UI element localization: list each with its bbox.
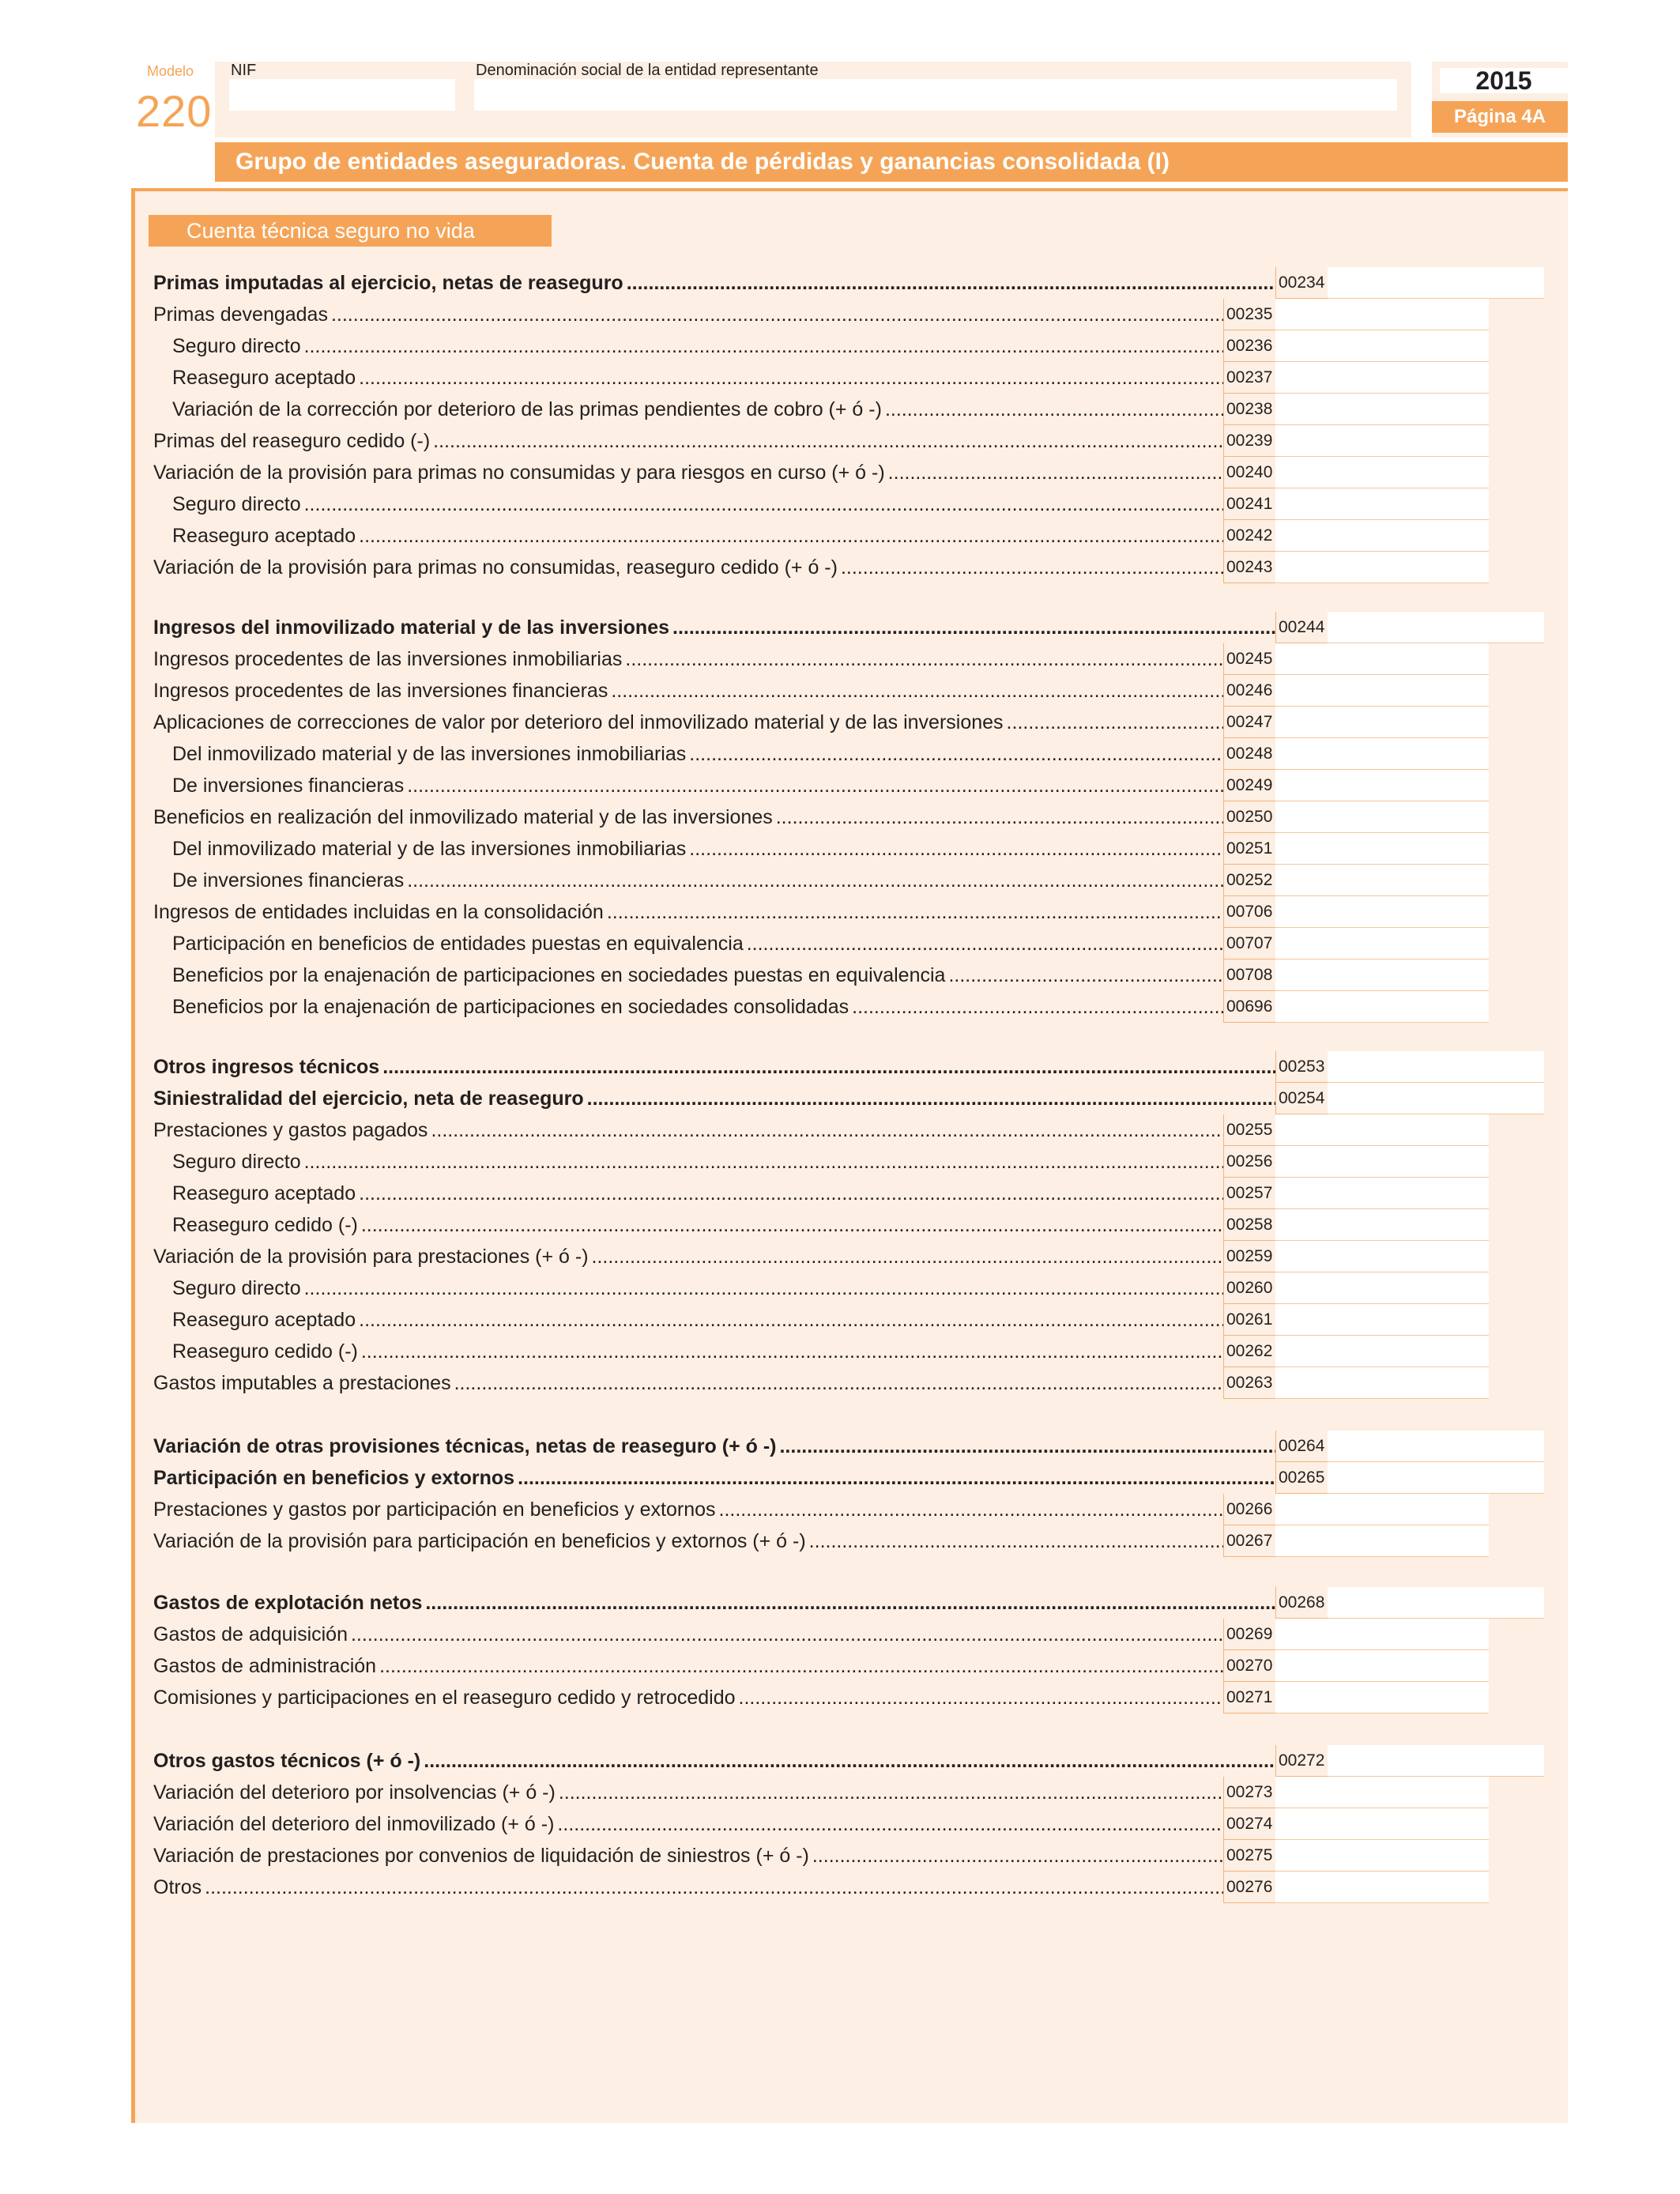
row-code: 00250 — [1223, 801, 1275, 833]
form-row — [153, 457, 1549, 488]
amount-field[interactable] — [1275, 1494, 1489, 1525]
modelo-label: Modelo — [147, 63, 194, 79]
amount-field[interactable] — [1328, 1431, 1544, 1462]
row-code: 00264 — [1275, 1431, 1328, 1462]
form-row — [153, 1682, 1549, 1713]
row-label: Beneficios por la enajenación de participaciones en sociedades consolidadas — [172, 996, 849, 1018]
row-code: 00266 — [1223, 1494, 1275, 1525]
form-row — [153, 330, 1549, 362]
row-code: 00267 — [1223, 1525, 1275, 1557]
amount-field[interactable] — [1275, 1336, 1489, 1367]
row-label: Reaseguro aceptado — [172, 1309, 356, 1331]
row-code: 00254 — [1275, 1083, 1328, 1114]
form-row — [153, 801, 1549, 833]
amount-field[interactable] — [1275, 1525, 1489, 1557]
amount-field[interactable] — [1275, 833, 1489, 865]
amount-field[interactable] — [1275, 299, 1489, 330]
row-code: 00241 — [1223, 488, 1275, 520]
row-label: Del inmovilizado material y de las inversiones inmobiliarias — [172, 838, 687, 860]
row-label: Participación en beneficios y extornos — [153, 1467, 515, 1489]
row-code: 00265 — [1275, 1462, 1328, 1494]
row-label: Variación del deterioro del inmovilizado (+ ó -) — [153, 1813, 555, 1835]
section-tab: Cuenta técnica seguro no vida — [149, 215, 552, 247]
amount-field[interactable] — [1275, 643, 1489, 675]
amount-field[interactable] — [1275, 896, 1489, 928]
row-code: 00696 — [1223, 991, 1275, 1023]
form-row — [153, 520, 1549, 552]
form-row — [153, 1777, 1549, 1808]
amount-field[interactable] — [1275, 1682, 1489, 1713]
page-title: Grupo de entidades aseguradoras. Cuenta de pérdidas y ganancias consolidada (I) — [215, 142, 1568, 182]
row-label: Otros ingresos técnicos — [153, 1056, 380, 1078]
row-label: Primas devengadas — [153, 303, 328, 326]
row-label: Seguro directo — [172, 1277, 301, 1299]
row-code: 00248 — [1223, 738, 1275, 770]
row-label: Aplicaciones de correcciones de valor por deterioro del inmovilizado material y de las inversiones — [153, 711, 1004, 733]
form-row — [153, 833, 1549, 865]
row-code: 00275 — [1223, 1840, 1275, 1872]
form-row — [153, 1367, 1549, 1399]
page-badge: Página 4A — [1432, 101, 1568, 133]
row-code: 00237 — [1223, 362, 1275, 394]
row-code: 00257 — [1223, 1178, 1275, 1209]
row-code: 00255 — [1223, 1114, 1275, 1146]
amount-field[interactable] — [1328, 1051, 1544, 1083]
form-row — [153, 1051, 1549, 1083]
row-label: Variación del deterioro por insolvencias (+ ó -) — [153, 1781, 556, 1804]
amount-field[interactable] — [1275, 425, 1489, 457]
row-code: 00263 — [1223, 1367, 1275, 1399]
form-row — [153, 552, 1549, 583]
row-code: 00234 — [1275, 267, 1328, 299]
row-label: Variación de otras provisiones técnicas, netas de reaseguro (+ ó -) — [153, 1435, 777, 1457]
amount-field[interactable] — [1275, 1808, 1489, 1840]
row-code: 00247 — [1223, 707, 1275, 738]
modelo-number: 220 — [136, 86, 213, 136]
form-row — [153, 1304, 1549, 1336]
form-row — [153, 959, 1549, 991]
amount-field[interactable] — [1275, 738, 1489, 770]
row-code: 00252 — [1223, 865, 1275, 896]
amount-field[interactable] — [1275, 1367, 1489, 1399]
row-label: Reaseguro cedido (-) — [172, 1340, 358, 1363]
nif-label: NIF — [231, 62, 257, 79]
row-label: Gastos de explotación netos — [153, 1592, 423, 1614]
amount-field[interactable] — [1328, 1587, 1544, 1619]
row-code: 00262 — [1223, 1336, 1275, 1367]
amount-field[interactable] — [1275, 1304, 1489, 1336]
form-row — [153, 1840, 1549, 1872]
form-row — [153, 1272, 1549, 1304]
amount-field[interactable] — [1275, 1840, 1489, 1872]
amount-field[interactable] — [1275, 1209, 1489, 1241]
row-code: 00271 — [1223, 1682, 1275, 1713]
form-row — [153, 1146, 1549, 1178]
row-code: 00258 — [1223, 1209, 1275, 1241]
row-code: 00251 — [1223, 833, 1275, 865]
row-label: Ingresos de entidades incluidas en la consolidación — [153, 901, 604, 923]
form-row — [153, 1525, 1549, 1557]
form-row — [153, 1650, 1549, 1682]
row-label: Siniestralidad del ejercicio, neta de reaseguro — [153, 1088, 584, 1110]
form-row — [153, 362, 1549, 394]
amount-field[interactable] — [1328, 267, 1544, 299]
amount-field[interactable] — [1275, 1777, 1489, 1808]
form-row — [153, 1431, 1549, 1462]
row-code: 00270 — [1223, 1650, 1275, 1682]
row-label: Seguro directo — [172, 493, 301, 515]
row-code: 00259 — [1223, 1241, 1275, 1272]
amount-field[interactable] — [1275, 1272, 1489, 1304]
row-label: Del inmovilizado material y de las inversiones inmobiliarias — [172, 743, 687, 765]
amount-field[interactable] — [1275, 1241, 1489, 1272]
amount-field[interactable] — [1275, 1146, 1489, 1178]
form-row — [153, 1178, 1549, 1209]
amount-field[interactable] — [1275, 1114, 1489, 1146]
row-code: 00261 — [1223, 1304, 1275, 1336]
form-row — [153, 299, 1549, 330]
amount-field[interactable] — [1275, 520, 1489, 552]
amount-field[interactable] — [1275, 991, 1489, 1023]
amount-field[interactable] — [1328, 1745, 1544, 1777]
row-label: Reaseguro aceptado — [172, 1182, 356, 1204]
row-label: Comisiones y participaciones en el reaseguro cedido y retrocedido — [153, 1687, 736, 1709]
row-label: Ingresos procedentes de las inversiones inmobiliarias — [153, 648, 623, 670]
row-label: Reaseguro aceptado — [172, 367, 356, 389]
row-code: 00707 — [1223, 928, 1275, 959]
row-code: 00249 — [1223, 770, 1275, 801]
denominacion-field[interactable] — [474, 79, 1397, 111]
row-label: Participación en beneficios de entidades puestas en equivalencia — [172, 933, 744, 955]
year-value: 2015 — [1440, 68, 1568, 93]
row-label: Seguro directo — [172, 335, 301, 357]
amount-field[interactable] — [1275, 1872, 1489, 1903]
form-row — [153, 612, 1549, 643]
form-row — [153, 1462, 1549, 1494]
row-label: Variación de la provisión para prestaciones (+ ó -) — [153, 1246, 589, 1268]
amount-field[interactable] — [1275, 394, 1489, 425]
form-row — [153, 643, 1549, 675]
row-label: Gastos imputables a prestaciones — [153, 1372, 451, 1394]
row-label: Reaseguro cedido (-) — [172, 1214, 358, 1236]
amount-field[interactable] — [1275, 959, 1489, 991]
row-code: 00272 — [1275, 1745, 1328, 1777]
form-row — [153, 1745, 1549, 1777]
row-code: 00240 — [1223, 457, 1275, 488]
form-row — [153, 1872, 1549, 1903]
form-row — [153, 991, 1549, 1023]
row-code: 00243 — [1223, 552, 1275, 583]
form-row — [153, 1587, 1549, 1619]
row-label: De inversiones financieras — [172, 775, 405, 797]
amount-field[interactable] — [1275, 801, 1489, 833]
row-code: 00245 — [1223, 643, 1275, 675]
amount-field[interactable] — [1275, 488, 1489, 520]
form-row — [153, 1083, 1549, 1114]
row-label: Beneficios en realización del inmovilizado material y de las inversiones — [153, 806, 773, 828]
row-label: Gastos de adquisición — [153, 1623, 348, 1646]
row-code: 00708 — [1223, 959, 1275, 991]
form-row — [153, 928, 1549, 959]
amount-field[interactable] — [1328, 1462, 1544, 1494]
row-label: Variación de la corrección por deterioro de las primas pendientes de cobro (+ ó -) — [172, 398, 882, 420]
denominacion-label: Denominación social de la entidad representante — [476, 62, 819, 79]
form-row — [153, 1494, 1549, 1525]
row-label: Reaseguro aceptado — [172, 525, 356, 547]
row-code: 00246 — [1223, 675, 1275, 707]
row-code: 00242 — [1223, 520, 1275, 552]
row-code: 00274 — [1223, 1808, 1275, 1840]
form-row — [153, 1808, 1549, 1840]
row-label: Otros gastos técnicos (+ ó -) — [153, 1750, 421, 1772]
row-label: Variación de la provisión para participación en beneficios y extornos (+ ó -) — [153, 1530, 806, 1552]
form-row — [153, 707, 1549, 738]
amount-field[interactable] — [1275, 1650, 1489, 1682]
row-code: 00235 — [1223, 299, 1275, 330]
amount-field[interactable] — [1275, 1178, 1489, 1209]
amount-field[interactable] — [1275, 865, 1489, 896]
row-code: 00273 — [1223, 1777, 1275, 1808]
amount-field[interactable] — [1275, 928, 1489, 959]
row-code: 00276 — [1223, 1872, 1275, 1903]
row-label: Prestaciones y gastos pagados — [153, 1119, 428, 1141]
form-row — [153, 1241, 1549, 1272]
form-row — [153, 1336, 1549, 1367]
form-row — [153, 267, 1549, 299]
form-row — [153, 738, 1549, 770]
amount-field[interactable] — [1275, 330, 1489, 362]
form-row — [153, 896, 1549, 928]
amount-field[interactable] — [1275, 770, 1489, 801]
form-row — [153, 865, 1549, 896]
form-row — [153, 1619, 1549, 1650]
form-row — [153, 675, 1549, 707]
row-code: 00239 — [1223, 425, 1275, 457]
row-label: Variación de prestaciones por convenios de liquidación de siniestros (+ ó -) — [153, 1845, 809, 1867]
row-label: Primas del reaseguro cedido (-) — [153, 430, 431, 452]
row-code: 00706 — [1223, 896, 1275, 928]
amount-field[interactable] — [1275, 362, 1489, 394]
amount-field[interactable] — [1275, 457, 1489, 488]
form-row — [153, 425, 1549, 457]
row-label: De inversiones financieras — [172, 869, 405, 892]
row-code: 00253 — [1275, 1051, 1328, 1083]
row-label: Ingresos procedentes de las inversiones financieras — [153, 680, 608, 702]
row-label: Gastos de administración — [153, 1655, 377, 1677]
amount-field[interactable] — [1275, 675, 1489, 707]
row-code: 00256 — [1223, 1146, 1275, 1178]
form-row — [153, 394, 1549, 425]
amount-field[interactable] — [1328, 1083, 1544, 1114]
row-code: 00244 — [1275, 612, 1328, 643]
amount-field[interactable] — [1275, 552, 1489, 583]
row-label: Ingresos del inmovilizado material y de las inversiones — [153, 616, 670, 639]
row-code: 00238 — [1223, 394, 1275, 425]
row-code: 00260 — [1223, 1272, 1275, 1304]
row-code: 00268 — [1275, 1587, 1328, 1619]
row-code: 00236 — [1223, 330, 1275, 362]
form-row — [153, 770, 1549, 801]
amount-field[interactable] — [1275, 1619, 1489, 1650]
row-code: 00269 — [1223, 1619, 1275, 1650]
row-label: Seguro directo — [172, 1151, 301, 1173]
row-label: Otros — [153, 1876, 202, 1898]
row-label: Beneficios por la enajenación de participaciones en sociedades puestas en equivalencia — [172, 964, 946, 986]
form-row — [153, 1114, 1549, 1146]
amount-field[interactable] — [1328, 612, 1544, 643]
row-label: Variación de la provisión para primas no consumidas, reaseguro cedido (+ ó -) — [153, 556, 838, 579]
form-row — [153, 1209, 1549, 1241]
row-label: Primas imputadas al ejercicio, netas de reaseguro — [153, 272, 623, 294]
row-label: Prestaciones y gastos por participación en beneficios y extornos — [153, 1498, 716, 1521]
row-label: Variación de la provisión para primas no consumidas y para riesgos en curso (+ ó -) — [153, 462, 885, 484]
nif-field[interactable] — [229, 79, 455, 111]
amount-field[interactable] — [1275, 707, 1489, 738]
form-row — [153, 488, 1549, 520]
